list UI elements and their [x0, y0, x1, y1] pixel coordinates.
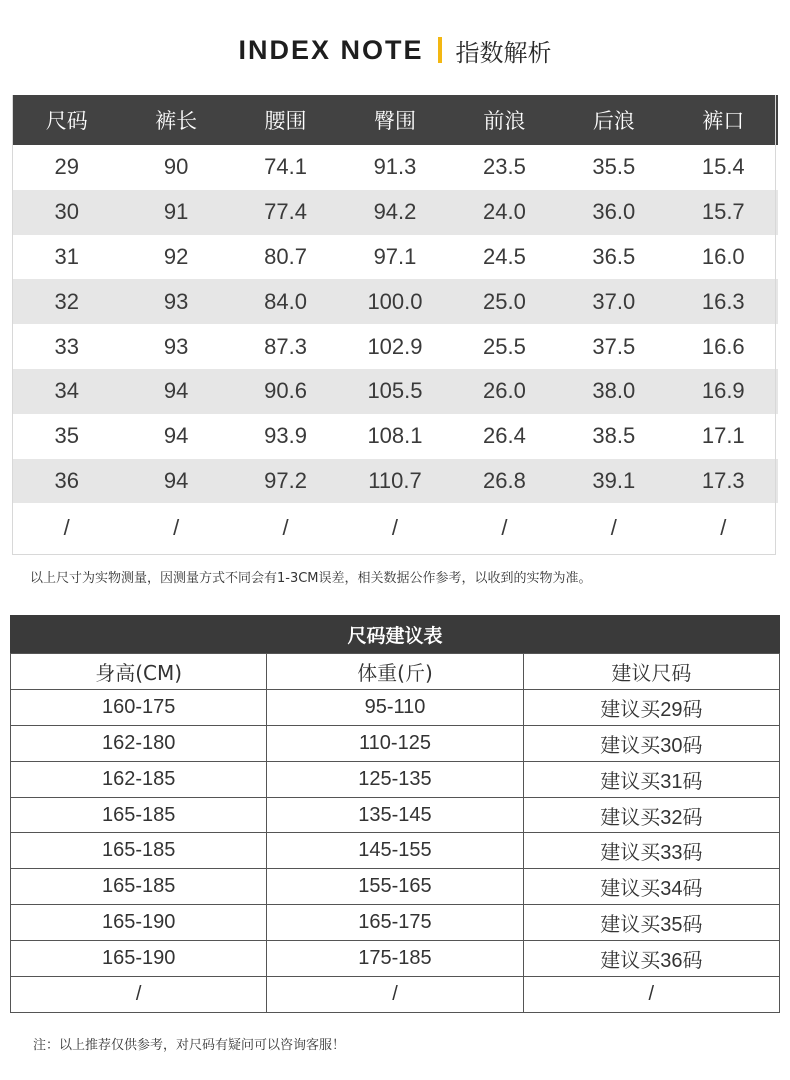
table-cell: 100.0 [340, 279, 449, 324]
column-header: 臀围 [340, 95, 449, 145]
table-cell: 37.5 [592, 333, 636, 359]
table-cell: 34 [12, 369, 121, 414]
table-cell: 24.5 [482, 243, 526, 269]
table-row [11, 977, 780, 1013]
table-row [12, 145, 778, 190]
table-row [12, 324, 778, 369]
table-cell: 145-155 [267, 833, 523, 869]
table-cell: / [523, 977, 779, 1013]
title-english: INDEX NOTE [238, 34, 424, 65]
table-row [11, 761, 780, 797]
table-cell: 36 [12, 459, 121, 504]
table-cell: 30 [12, 190, 121, 235]
table-cell: 125-135 [267, 761, 523, 797]
table-cell: 26.4 [482, 423, 526, 449]
table-cell: 建议买35码 [523, 905, 779, 941]
column-header: 后浪 [559, 95, 668, 145]
column-header: 建议尺码 [523, 654, 779, 690]
table-cell: / [63, 515, 70, 541]
table-row [11, 941, 780, 977]
table-cell: 94 [121, 369, 230, 414]
table-cell: 26.0 [450, 369, 559, 414]
column-header: 裤长 [121, 95, 230, 145]
table-row [11, 797, 780, 833]
table-row [12, 190, 778, 235]
table-row [12, 279, 778, 324]
page-header [0, 30, 790, 70]
title-divider [438, 37, 442, 63]
table-cell: 165-185 [11, 797, 267, 833]
table-cell: 165-190 [11, 905, 267, 941]
table-cell: 74.1 [264, 154, 307, 180]
table-cell: 110-125 [267, 725, 523, 761]
table-cell: 29 [54, 154, 79, 180]
table-cell: 93 [163, 333, 189, 359]
table-row [11, 833, 780, 869]
column-header: 身高(CM) [11, 654, 267, 690]
recommend-table [10, 653, 780, 1013]
table-cell: 77.4 [231, 190, 340, 235]
column-header: 体重(斤) [267, 654, 523, 690]
table-cell: 95-110 [267, 689, 523, 725]
size-table-header [12, 95, 778, 145]
table-row [12, 369, 778, 414]
table-cell: 165-190 [11, 941, 267, 977]
table-cell: / [11, 977, 267, 1013]
table-cell: 38.5 [592, 423, 636, 449]
table-cell: 31 [54, 243, 79, 269]
table-cell: 16.0 [701, 243, 745, 269]
size-table [12, 95, 778, 553]
table-cell: 建议买30码 [523, 725, 779, 761]
table-cell: 16.6 [701, 333, 745, 359]
table-cell: 建议买31码 [523, 761, 779, 797]
table-cell: 84.0 [231, 279, 340, 324]
table-cell: 160-175 [11, 689, 267, 725]
title-chinese: 指数解析 [455, 38, 552, 67]
table-row [11, 869, 780, 905]
table-cell: / [501, 515, 508, 541]
table-cell: 17.3 [669, 459, 778, 504]
table-cell: 建议买33码 [523, 833, 779, 869]
table-cell: 97.2 [231, 459, 340, 504]
column-header: 尺码 [12, 95, 121, 145]
table-cell: 93.9 [264, 423, 307, 449]
measurement-note: 以上尺寸为实物测量，因测量方式不同会有1-3CM误差，相关数据公作参考，以收到的实物为准。 [30, 571, 592, 586]
table-cell: 17.1 [701, 423, 745, 449]
table-row [11, 689, 780, 725]
column-header: 裤口 [669, 95, 778, 145]
table-cell: / [173, 515, 180, 541]
recommend-note: 注：以上推荐仅供参考，对尺码有疑问可以咨询客服！ [33, 1038, 346, 1053]
table-row [12, 503, 778, 553]
table-cell: 165-185 [11, 833, 267, 869]
table-cell: 15.4 [701, 154, 745, 180]
table-cell: 38.0 [559, 369, 668, 414]
column-header: 腰围 [231, 95, 340, 145]
table-cell: 80.7 [264, 243, 307, 269]
table-cell: / [720, 515, 727, 541]
table-row [12, 414, 778, 459]
table-cell: 建议买32码 [523, 797, 779, 833]
table-cell: 110.7 [340, 459, 449, 504]
table-cell: / [267, 977, 523, 1013]
table-row [12, 235, 778, 280]
table-cell: / [391, 515, 399, 541]
table-cell: 162-180 [11, 725, 267, 761]
table-cell: 90 [163, 154, 189, 180]
table-cell: / [610, 515, 617, 541]
table-cell: 37.0 [559, 279, 668, 324]
recommend-table-header [11, 654, 780, 690]
table-cell: 175-185 [267, 941, 523, 977]
table-cell: / [282, 515, 289, 541]
table-cell: 32 [12, 279, 121, 324]
table-cell: 94 [121, 459, 230, 504]
table-cell: 25.0 [450, 279, 559, 324]
recommend-table-title: 尺码建议表 [10, 615, 780, 653]
table-cell: 36.5 [592, 243, 636, 269]
table-cell: 建议买34码 [523, 869, 779, 905]
table-cell: 87.3 [264, 333, 307, 359]
table-row [11, 905, 780, 941]
table-cell: 36.0 [559, 190, 668, 235]
table-cell: 35.5 [592, 154, 636, 180]
table-cell: 建议买29码 [523, 689, 779, 725]
table-cell: 39.1 [559, 459, 668, 504]
table-cell: 24.0 [450, 190, 559, 235]
table-row [12, 459, 778, 504]
table-row [11, 725, 780, 761]
table-cell: 91 [121, 190, 230, 235]
table-cell: 102.9 [367, 333, 423, 359]
table-cell: 15.7 [669, 190, 778, 235]
table-cell: 162-185 [11, 761, 267, 797]
table-cell: 92 [163, 243, 189, 269]
column-header: 前浪 [450, 95, 559, 145]
table-cell: 93 [121, 279, 230, 324]
table-cell: 155-165 [267, 869, 523, 905]
table-cell: 35 [54, 423, 79, 449]
table-cell: 91.3 [373, 154, 417, 180]
table-cell: 108.1 [367, 423, 423, 449]
table-cell: 建议买36码 [523, 941, 779, 977]
table-cell: 33 [54, 333, 79, 359]
table-cell: 16.3 [669, 279, 778, 324]
table-cell: 25.5 [482, 333, 526, 359]
table-cell: 90.6 [231, 369, 340, 414]
table-cell: 165-175 [267, 905, 523, 941]
table-cell: 105.5 [340, 369, 449, 414]
table-cell: 94 [163, 423, 189, 449]
table-cell: 135-145 [267, 797, 523, 833]
table-cell: 94.2 [340, 190, 449, 235]
table-cell: 165-185 [11, 869, 267, 905]
table-cell: 26.8 [450, 459, 559, 504]
table-cell: 23.5 [482, 154, 526, 180]
table-cell: 97.1 [373, 243, 417, 269]
table-cell: 16.9 [669, 369, 778, 414]
